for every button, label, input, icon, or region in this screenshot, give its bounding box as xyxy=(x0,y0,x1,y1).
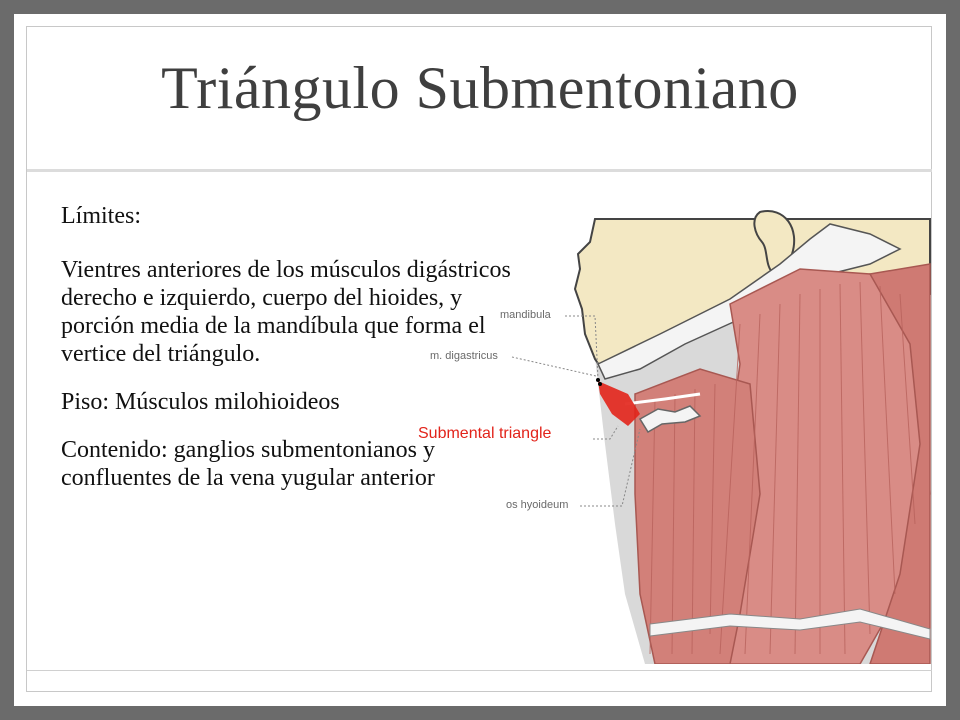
digastric-point xyxy=(598,382,602,386)
mandible-point xyxy=(596,378,600,382)
label-mandibula: mandibula xyxy=(500,309,551,321)
limits-heading: Límites: xyxy=(61,203,141,229)
content-text: Contenido: ganglios submentonianos y confluentes de la vena yugular anterior xyxy=(61,437,435,491)
label-submental-triangle: Submental triangle xyxy=(418,425,552,442)
slide xyxy=(14,14,946,706)
label-digastricus: m. digastricus xyxy=(430,350,498,362)
slide-title: Triángulo Submentoniano xyxy=(161,55,799,121)
label-os-hyoideum: os hyoideum xyxy=(506,499,569,511)
floor-text: Piso: Músculos milohioideos xyxy=(61,389,340,415)
anatomy-figure xyxy=(400,194,940,664)
limits-text: Vientres anteriores de los músculos digástricos derecho e izquierdo, cuerpo del hioides, y porción media de la mandíbula que forma el vertice del triángulo. xyxy=(61,257,511,367)
bottom-divider xyxy=(27,670,932,671)
title-divider xyxy=(27,169,932,172)
